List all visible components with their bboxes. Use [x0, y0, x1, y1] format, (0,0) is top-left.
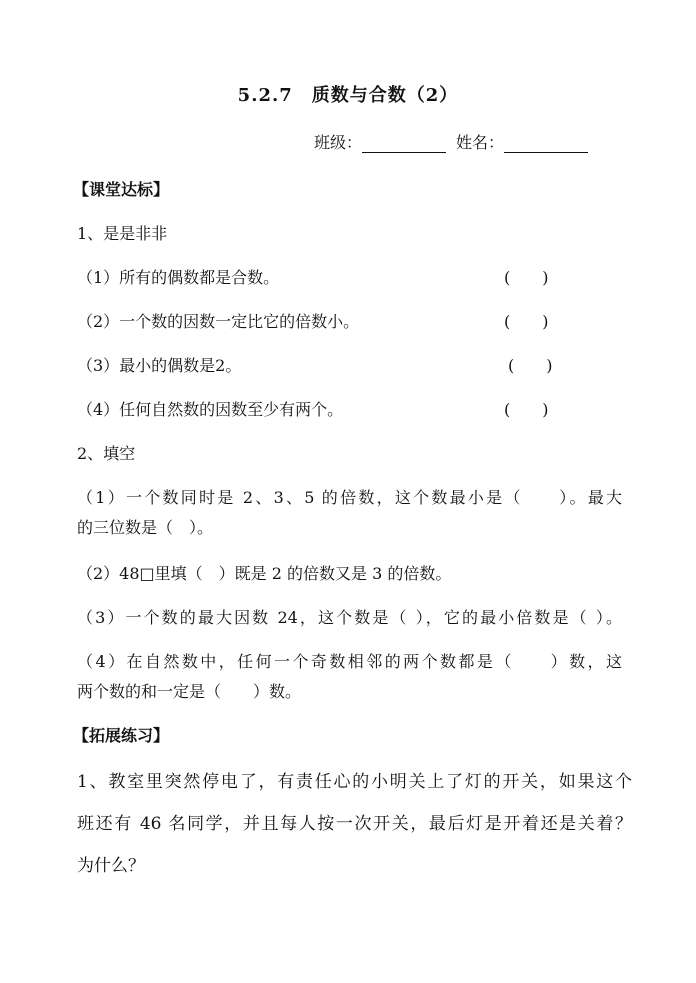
q1-heading: 1、是是非非 — [77, 224, 168, 243]
q2-item-4-line1: （4）在自然数中，任何一个奇数相邻的两个数都是（ ）数，这 — [77, 652, 622, 671]
q1-item-3-answer[interactable]: ( ) — [508, 356, 553, 375]
q2-item-1-line2: 的三位数是（ ）。 — [77, 518, 214, 537]
name-blank[interactable] — [504, 136, 588, 153]
q1-item-4-answer[interactable]: ( ) — [504, 400, 549, 419]
section-class-practice: 【课堂达标】 — [73, 180, 170, 199]
section-extension: 【拓展练习】 — [73, 726, 170, 745]
class-label: 班级： — [314, 133, 363, 152]
q2-item-3: （3）一个数的最大因数 24，这个数是（ ），它的最小倍数是（ ）。 — [77, 608, 622, 627]
q2-heading: 2、填空 — [77, 444, 136, 463]
q2-item-2: （2）48□里填（ ）既是 2 的倍数又是 3 的倍数。 — [77, 564, 452, 583]
q2-item-4-line2: 两个数的和一定是（ ）数。 — [77, 682, 302, 701]
ext-q1-line2: 班还有 46 名同学，并且每人按一次开关，最后灯是开着还是关着？ — [77, 814, 632, 834]
class-blank[interactable] — [362, 136, 446, 153]
q1-item-1-answer[interactable]: ( ) — [504, 268, 549, 287]
name-label: 姓名： — [456, 133, 505, 152]
page-title: 5.2.7 质数与合数（2） — [237, 85, 459, 106]
q1-item-4: （4）任何自然数的因数至少有两个。 — [77, 400, 344, 419]
q1-item-2: （2）一个数的因数一定比它的倍数小。 — [77, 312, 360, 331]
q2-item-1-line1: （1）一个数同时是 2、3、5 的倍数，这个数最小是（ ）。最大 — [77, 488, 622, 507]
ext-q1-line1: 1、教室里突然停电了，有责任心的小明关上了灯的开关，如果这个 — [77, 772, 632, 792]
q1-item-2-answer[interactable]: ( ) — [504, 312, 549, 331]
student-info-row — [314, 133, 588, 153]
q1-item-3: （3）最小的偶数是2。 — [77, 356, 242, 375]
ext-q1-line3: 为什么？ — [77, 856, 145, 876]
q1-item-1: （1）所有的偶数都是合数。 — [77, 268, 280, 287]
